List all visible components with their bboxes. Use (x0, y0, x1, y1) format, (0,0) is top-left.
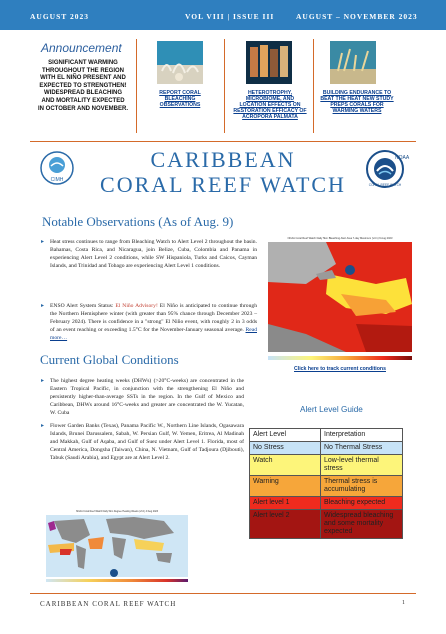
interpretation-cell: Bleaching expected (321, 497, 403, 510)
table-row (250, 510, 403, 539)
header-cell: Alert Level (250, 429, 321, 442)
table-row (250, 476, 403, 497)
interpretation-cell: No Thermal Stress (321, 442, 403, 455)
global-map-title: NOAA Coral Reef Watch Daily 5km Degree Heating Weeks (v3.1) 9 Aug 2023 (75, 510, 159, 513)
report-bleaching-link[interactable]: REPORT CORAL BLEACHING OBSERVATIONS (159, 90, 201, 108)
divider (136, 39, 137, 133)
interpretation-cell: Widespread bleaching and some mortality expected (321, 510, 403, 539)
announcement-text: SIGNIFICANT WARMING THROUGHOUT THE REGION WITH EL NIÑO PRESENT AND EXPECTED TO STRENGTHEN! WIDESPREAD BLEACHING AND MORTALITY EXPECTED IN OCTOBER AND NOVEMBER. (38, 60, 129, 112)
alert-level-cell: Alert level 1 (250, 497, 321, 510)
caribbean-bleaching-alert-map[interactable] (266, 234, 414, 366)
issue-volume: VOL VIII | ISSUE III (185, 12, 275, 21)
cimh-logo-text: CIMH (50, 177, 64, 183)
alert-guide-title: Alert Level Guide (300, 405, 363, 414)
alert-level-cell: Alert level 2 (250, 510, 321, 539)
alert-level-cell: Warning (250, 476, 321, 497)
crw-logo-text: CORAL REEF WATCH (368, 183, 402, 187)
bullet-icon: ▸ (41, 303, 45, 309)
issue-period: AUGUST – NOVEMBER 2023 (296, 12, 418, 21)
el-nino-advisory: El Niño Advisory! (115, 303, 158, 309)
interpretation-cell: Low-level thermal stress (321, 455, 403, 476)
global-bullet-dhw: ▸ The highest degree heating weeks (DHWs) (>20°C-weeks) are concentrated in the Eastern Tropical Pacific, in conjunction with the strengthening El Niño and persistently higher-than-average SSTs in the region. In the Gulf of Mexico and Caribbean, DHWs around 16°C-weeks and greater are concentrated the W. Yucatan, W. Cuba (41, 378, 244, 416)
table-header-row (250, 429, 403, 442)
notable-bullet-enso: ▸ ENSO Alert System Status: El Niño Advisory! El Niño is anticipated to continue through the Northern Hemisphere winter (with greater than 95% chance through December 2023 –February 2024). There is confidence in a "strong" El Niño event, with roughly 2 in 3 odds of an event reaching or exceeding 1.5°C for the November-January seasonal average. Read more… (41, 303, 257, 341)
research-photo-thumbnail[interactable] (246, 41, 292, 84)
global-bullet-alerts: ▸ Flower Garden Banks (Texas), Panama Pacific W., Northern Line Islands, Ogasawara Islands, Brunei Darussalem, Sabah, W. Persian Gulf, W. Yemen, Eritrea, Al Madinah and Makkah, Gulf of Aqaba, and Gulf of Suez under Alert Level 1. Florida, most of Central America, Dongsha (Taiwan), China, N. Vietnam, Gulf of Tadjoura (Djibouti), Tabuk (Saudi Arabia), and Egypt are at Alert Level 2. (41, 423, 244, 461)
masthead-title-line1: CARIBBEAN (150, 147, 296, 172)
alert-level-table (249, 428, 403, 539)
bullet-icon: ▸ (41, 423, 45, 429)
table-row (250, 497, 403, 510)
bullet-icon: ▸ (41, 239, 45, 245)
noaa-crw-logo (365, 149, 410, 189)
issue-header-bar (0, 0, 446, 30)
alert-level-cell: Watch (250, 455, 321, 476)
map-title: NOAA Coral Reef Watch Daily 5km Bleaching Alert Area 7-day Maximum (v3.1) 9 Aug 2023 (287, 237, 393, 240)
bullet-icon: ▸ (41, 378, 45, 384)
table-row (250, 442, 403, 455)
notable-bullet-heat-stress: ▸ Heat stress continues to range from Bleaching Watch to Alert Level 2 throughout the basin. Bahamas, Costa Rica, and Nicaragua, join Belize, Cuba, Colombia and Panama in experiencing Alert Level 2 conditions, while SW Hispaniola, Turks and Caicos, Cayman Islands, and Trinidad and Tobago are experiencing Alert Level 1 conditions. (41, 239, 257, 269)
coral-nursery-thumbnail[interactable] (330, 41, 376, 84)
masthead-rule (30, 141, 416, 142)
table-row (250, 455, 403, 476)
global-dhw-map[interactable] (44, 509, 190, 585)
header-cell: Interpretation (321, 429, 403, 442)
alert-level-cell: No Stress (250, 442, 321, 455)
page-number: 1 (402, 600, 405, 606)
interpretation-cell: Thermal stress is accumulating (321, 476, 403, 497)
announcement-title: Announcement (41, 41, 122, 55)
coral-photo-thumbnail[interactable] (157, 41, 203, 84)
notable-observations-heading: Notable Observations (As of Aug. 9) (42, 214, 234, 229)
noaa-logo-text: NOAA (395, 155, 410, 161)
divider (224, 39, 225, 133)
issue-date: AUGUST 2023 (30, 12, 89, 21)
masthead-title-line2: CORAL REEF WATCH (100, 172, 346, 197)
global-conditions-heading: Current Global Conditions (40, 352, 179, 367)
divider (313, 39, 314, 133)
read-more-link[interactable]: Read more… (50, 327, 257, 341)
footer-rule (30, 593, 416, 594)
enso-status-label: ENSO Alert System Status: (50, 303, 116, 309)
track-conditions-link[interactable]: Click here to track current conditions (294, 366, 386, 372)
heterotrophy-study-link[interactable]: HETEROTROPHY, MICROBIOME, AND LOCATION EFFECTS ON RESTORATION EFFICACY OF ACROPORA PALMATA (233, 90, 307, 120)
footer-title: CARIBBEAN CORAL REEF WATCH (40, 600, 177, 608)
endurance-study-link[interactable]: BUILDING ENDURANCE TO BEAT THE HEAT NEW STUDY PREPS CORALS FOR WARMING WATERS (320, 90, 394, 114)
